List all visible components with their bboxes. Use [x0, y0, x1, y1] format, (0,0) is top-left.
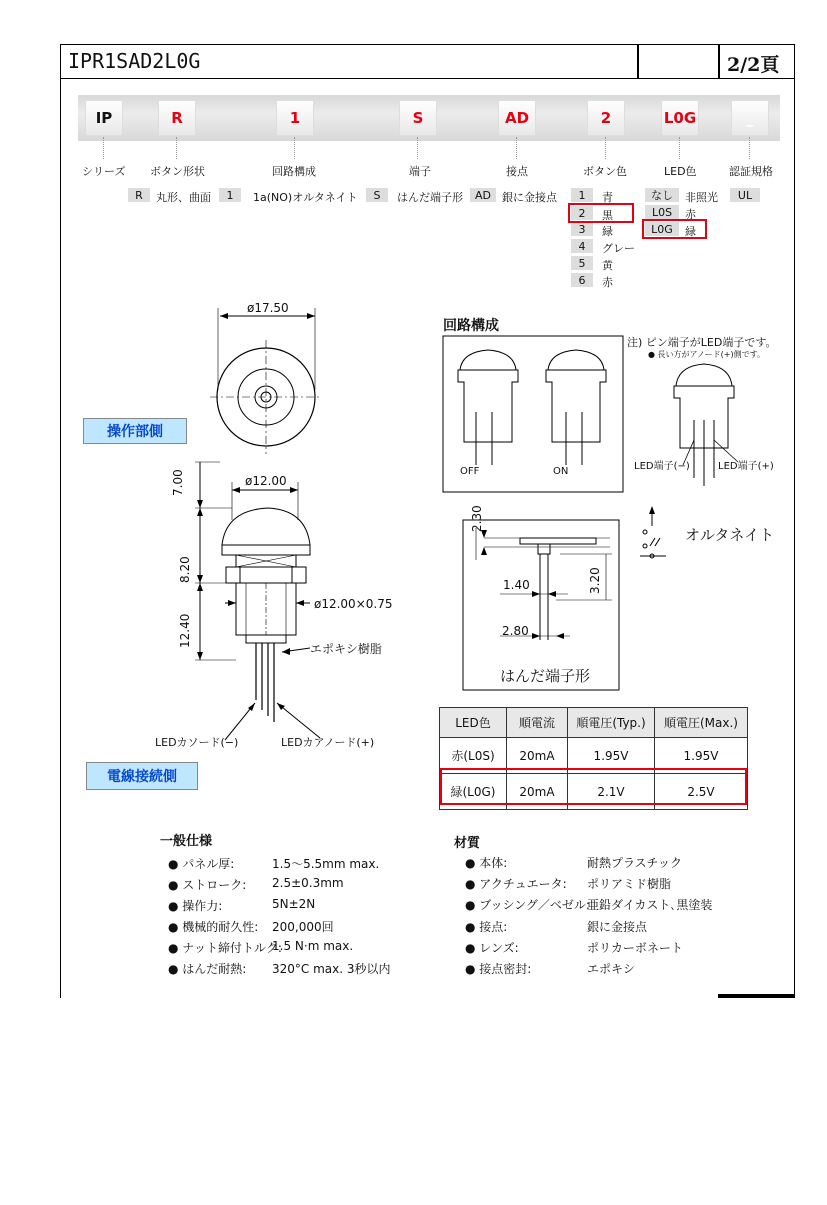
opt-led-desc: 緑	[685, 225, 696, 238]
label-led-minus: LED端子(−)	[634, 461, 690, 472]
material-value: ポリアミド樹脂	[587, 877, 672, 891]
opt-terminal-code: S	[366, 188, 388, 202]
opt-btn-code: 6	[571, 273, 593, 287]
table-cell: 緑(L0G)	[440, 774, 507, 810]
code-box-led-color: L0G	[661, 100, 699, 136]
material-value: エポキシ	[587, 962, 635, 976]
table-header-row	[440, 708, 748, 738]
code-box-cert: _	[731, 100, 769, 136]
general-title: 一般仕様	[160, 834, 213, 849]
general-key: ● ナット締付トルク:	[168, 941, 282, 955]
opt-led-code: L0S	[645, 205, 679, 219]
code-box-terminal: S	[399, 100, 437, 136]
material-key: ● 接点:	[465, 920, 508, 934]
opt-btn-code: 3	[571, 222, 593, 236]
general-key: ● 機械的耐久性:	[168, 920, 259, 934]
opt-circuit-code: 1	[219, 188, 241, 202]
opt-btn-desc: 赤	[602, 276, 613, 289]
table-header: 順電圧(Typ.)	[568, 708, 655, 738]
code-box-button-color: 2	[587, 100, 625, 136]
general-key: ● 操作力:	[168, 899, 223, 913]
dim-dia-top: ø17.50	[247, 301, 289, 315]
opt-cert-code: UL	[730, 188, 760, 202]
table-cell: 1.95V	[655, 738, 748, 774]
dim-230: 2.30	[470, 505, 484, 532]
general-value: 2.5±0.3mm	[272, 876, 344, 890]
label-epoxy: エポキシ樹脂	[310, 642, 382, 656]
opt-shape-code: R	[128, 188, 150, 202]
code-box-contact: AD	[498, 100, 536, 136]
category-shape: ボタン形状	[150, 165, 205, 178]
opt-btn-desc: 黄	[602, 259, 613, 272]
opt-led-desc: 赤	[685, 208, 696, 221]
general-value: 5N±2N	[272, 897, 316, 911]
opt-terminal-desc: はんだ端子形	[397, 191, 463, 204]
dim-320: 3.20	[588, 567, 602, 594]
page-number: 2/2頁	[727, 54, 780, 76]
material-key: ● 本体:	[465, 856, 508, 870]
opt-led-desc: 非照光	[685, 191, 718, 204]
table-cell: 20mA	[507, 738, 568, 774]
part-number: IPR1SAD2L0G	[68, 49, 201, 73]
code-box-shape: R	[158, 100, 196, 136]
general-value: 1.5〜5.5mm max.	[272, 857, 380, 871]
table-cell: 赤(L0S)	[440, 738, 507, 774]
material-value: 亜鉛ダイカスト､黒塗装	[587, 898, 713, 912]
label-led-plus: LED端子(+)	[718, 461, 774, 472]
table-header: 順電流	[507, 708, 568, 738]
category-series: シリーズ	[82, 165, 126, 178]
selected-led-row	[440, 768, 747, 805]
dim-dia-mid: ø12.00	[245, 474, 287, 488]
general-key: ● はんだ耐熱:	[168, 962, 247, 976]
category-circuit: 回路構成	[272, 165, 316, 178]
opt-shape-desc: 丸形、曲面	[156, 191, 211, 204]
opt-btn-desc: グレー	[602, 242, 635, 255]
label-on: ON	[553, 466, 569, 477]
material-value: 耐熱プラスチック	[587, 856, 683, 870]
general-value: 1.5 N·m max.	[272, 939, 354, 953]
footer-bar	[718, 994, 795, 998]
opt-contact-desc: 銀に金接点	[502, 191, 557, 204]
terminal-caption: はんだ端子形	[500, 667, 591, 685]
category-terminal: 端子	[409, 165, 431, 178]
dim-820: 8.20	[178, 556, 192, 583]
dim-700: 7.00	[171, 469, 185, 496]
material-key: ● レンズ:	[465, 941, 519, 955]
opt-btn-desc: 緑	[602, 225, 613, 238]
table-header: 順電圧(Max.)	[655, 708, 748, 738]
material-key: ● ブッシング／ベゼル:	[465, 898, 590, 912]
category-led-color: LED色	[664, 165, 697, 178]
table-cell: 2.1V	[568, 774, 655, 810]
label-operation-side: 操作部側	[83, 418, 187, 444]
table-cell: 1.95V	[568, 738, 655, 774]
category-cert: 認証規格	[729, 165, 773, 178]
opt-led-code: L0G	[645, 222, 679, 236]
general-value: 200,000回	[272, 920, 334, 934]
circuit-note: 注) ピン端子がLED端子です。	[627, 336, 777, 349]
label-anode: LEDカアノード(+)	[281, 736, 375, 749]
opt-btn-code: 1	[571, 188, 593, 202]
circuit-note-sub: ● 長い方がアノード(+)側です。	[648, 350, 765, 359]
dim-1240: 12.40	[178, 613, 192, 648]
circuit-title: 回路構成	[443, 318, 499, 334]
general-value: 320°C max. 3秒以内	[272, 962, 391, 976]
table-header: LED色	[440, 708, 507, 738]
label-off: OFF	[460, 466, 480, 477]
opt-btn-code: 5	[571, 256, 593, 270]
code-box-circuit: 1	[276, 100, 314, 136]
opt-btn-desc: 黒	[602, 209, 613, 222]
opt-btn-code: 4	[571, 239, 593, 253]
opt-btn-desc: 青	[602, 191, 613, 204]
label-alternate: オルタネイト	[685, 526, 775, 544]
category-button-color: ボタン色	[583, 165, 627, 178]
dim-280: 2.80	[502, 624, 529, 638]
opt-contact-code: AD	[470, 188, 496, 202]
material-title: 材質	[454, 836, 481, 851]
opt-circuit-desc: 1a(NO)オルタネイト	[253, 191, 358, 204]
material-value: 銀に金接点	[587, 920, 648, 934]
opt-led-code: なし	[645, 188, 679, 202]
table-cell: 2.5V	[655, 774, 748, 810]
label-wire-side: 電線接続側	[86, 762, 198, 790]
dim-thread: ø12.00×0.75	[314, 597, 393, 611]
label-cathode: LEDカソード(−)	[155, 736, 239, 749]
material-value: ポリカーボネート	[587, 941, 683, 955]
category-contact: 接点	[506, 165, 528, 178]
dim-140: 1.40	[503, 578, 530, 592]
general-key: ● パネル厚:	[168, 857, 235, 871]
general-key: ● ストローク:	[168, 878, 247, 892]
opt-btn-code: 2	[571, 206, 593, 220]
material-key: ● アクチュエータ:	[465, 877, 567, 891]
code-box-series: IP	[85, 100, 123, 136]
table-cell: 20mA	[507, 774, 568, 810]
material-key: ● 接点密封:	[465, 962, 532, 976]
